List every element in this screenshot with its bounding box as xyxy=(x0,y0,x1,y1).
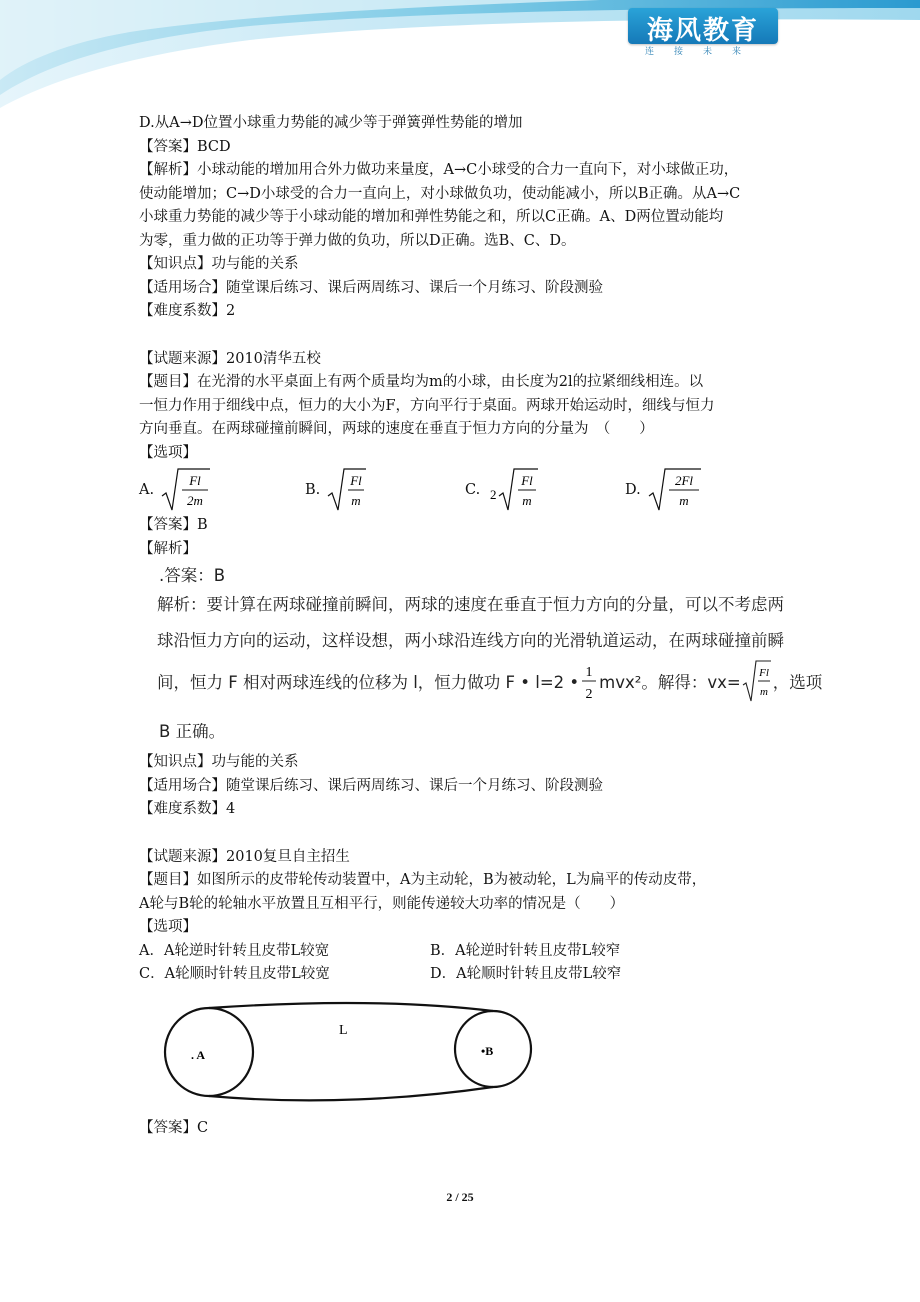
sqrt-formula xyxy=(158,466,212,514)
option-a: A. Fl 2m xyxy=(139,466,212,514)
sqrt-options xyxy=(139,466,789,514)
svg-text:Fl: Fl xyxy=(189,473,201,488)
page-header xyxy=(0,0,920,110)
question-text: 方向垂直。在两球碰撞前瞬间，两球的速度在垂直于恒力方向的分量为 （ ） xyxy=(139,421,654,437)
option-d-text: D.从A→D位置小球重力势能的减少等于弹簧弹性势能的增加 xyxy=(139,115,523,131)
applicable-occasion: 【适用场合】随堂课后练习、课后两周练习、课后一个月练习、阶段测验 xyxy=(139,777,603,794)
question-text: 【题目】在光滑的水平桌面上有两个质量均为m的小球，由长度为2l的拉紧细线相连。以 xyxy=(139,374,704,390)
analysis-line: 使动能增加；C→D小球受的合力一直向上，对小球做负功，使动能减小，所以B正确。从A→C xyxy=(139,185,741,202)
analysis-line: 为零，重力做的正功等于弹力做的负功，所以D正确。选B、C、D。 xyxy=(139,232,576,249)
sqrt-formula xyxy=(324,466,368,514)
question-source: 【试题来源】2010复旦自主招生 xyxy=(139,848,350,865)
solution-line: 球沿恒力方向的运动，这样设想，两小球沿连线方向的光滑轨道运动，在两球碰撞前瞬 xyxy=(157,631,784,650)
sqrt-formula xyxy=(741,657,773,705)
question-source: 【试题来源】2010清华五校 xyxy=(139,350,321,367)
brand-logo-slogan: 连接未来 xyxy=(644,47,761,57)
page-number: 2 / 25 xyxy=(446,1190,474,1204)
page-content xyxy=(139,112,823,1140)
question-text: 【题目】如图所示的皮带轮传动装置中，A为主动轮，B为被动轮，L为扁平的传动皮带， xyxy=(139,872,707,888)
analysis-label: 【解析】 xyxy=(139,540,197,557)
question-text: A轮与B轮的轮轴水平放置且互相平行，则能传递较大功率的情况是（ ） xyxy=(139,895,625,912)
svg-text:m: m xyxy=(759,686,768,698)
option-c: C．A轮顺时针转且皮带L较宽 xyxy=(139,966,330,982)
svg-text:m: m xyxy=(679,493,689,508)
solution-line: 解析：要计算在两球碰撞前瞬间，两球的速度在垂直于恒力方向的分量，可以不考虑两 xyxy=(157,595,784,614)
options-row xyxy=(139,963,789,987)
brand-logo xyxy=(628,8,778,56)
svg-text:m: m xyxy=(522,493,532,508)
svg-text:2: 2 xyxy=(490,487,497,502)
pulley-b-label: •B xyxy=(481,1043,494,1058)
option-c: C. 2 Fl m xyxy=(465,466,540,514)
embedded-solution-image xyxy=(157,561,823,751)
option-b: B. Fl m xyxy=(305,466,368,514)
belt-label: L xyxy=(339,1022,348,1038)
analysis-line: 【解析】小球动能的增加用合外力做功来量度，A→C小球受的合力一直向下，对小球做正功， xyxy=(139,162,739,178)
fraction-formula xyxy=(579,657,599,705)
knowledge-point: 【知识点】功与能的关系 xyxy=(139,754,299,770)
svg-text:2Fl: 2Fl xyxy=(674,473,693,488)
option-b: B．A轮逆时针转且皮带L较窄 xyxy=(430,942,621,959)
answer-line: 【答案】C xyxy=(139,1119,209,1136)
answer-line: 【答案】B xyxy=(139,517,208,533)
belt-pulley-figure xyxy=(161,999,533,1105)
difficulty: 【难度系数】4 xyxy=(139,801,236,817)
option-d: D. 2Fl m xyxy=(625,466,703,514)
options-label: 【选项】 xyxy=(139,919,197,935)
svg-text:Fl: Fl xyxy=(758,667,769,679)
svg-text:m: m xyxy=(351,493,361,508)
difficulty: 【难度系数】2 xyxy=(139,303,236,319)
options-row xyxy=(139,940,789,964)
option-a: A．A轮逆时针转且皮带L较宽 xyxy=(139,942,330,959)
answer-line: 【答案】BCD xyxy=(139,138,231,155)
solution-formula-line: 间，恒力 F 相对两球连线的位移为 l，恒力做功 F • l=2 • 1 2 mvx²。解得：vx= Fl m ，选项 xyxy=(157,657,822,705)
knowledge-point: 【知识点】功与能的关系 xyxy=(139,256,299,272)
svg-text:Fl: Fl xyxy=(521,473,533,488)
solution-answer: .答案：B xyxy=(159,566,226,585)
svg-text:1: 1 xyxy=(585,665,593,680)
pulley-a-label: . A xyxy=(191,1047,206,1062)
applicable-occasion: 【适用场合】随堂课后练习、课后两周练习、课后一个月练习、阶段测验 xyxy=(139,279,603,296)
analysis-line: 小球重力势能的减少等于小球动能的增加和弹性势能之和，所以C正确。A、D两位置动能均 xyxy=(139,209,724,225)
sqrt-formula xyxy=(645,466,703,514)
option-d: D．A轮顺时针转且皮带L较窄 xyxy=(430,966,622,982)
svg-text:2m: 2m xyxy=(187,493,204,508)
solution-line: B 正确。 xyxy=(159,722,226,741)
brand-logo-text: 海风教育 xyxy=(646,16,759,46)
header-wave-decoration xyxy=(0,0,920,110)
svg-text:2: 2 xyxy=(585,687,593,702)
sqrt-formula xyxy=(484,466,540,514)
svg-text:Fl: Fl xyxy=(350,473,363,488)
question-text: 一恒力作用于细线中点，恒力的大小为F，方向平行于桌面。两球开始运动时，细线与恒力 xyxy=(139,397,715,414)
options-label: 【选项】 xyxy=(139,444,197,461)
